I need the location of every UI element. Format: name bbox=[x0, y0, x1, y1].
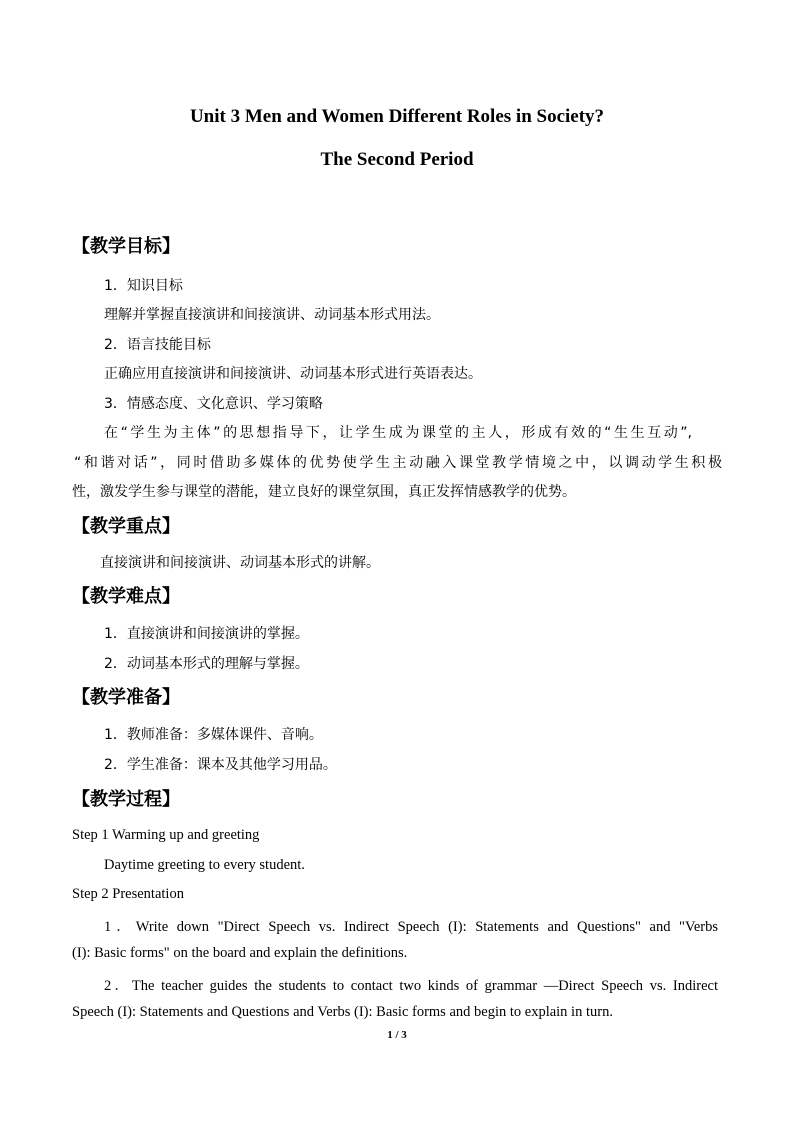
page-number: 1 / 3 bbox=[387, 1029, 407, 1041]
preparation-item-2: 2．学生准备：课本及其他学习用品。 bbox=[104, 757, 337, 773]
document-subtitle: The Second Period bbox=[320, 149, 474, 170]
process-step-2: Step 2 Presentation bbox=[72, 886, 184, 902]
section-heading-preparation: 【教学准备】 bbox=[72, 687, 180, 708]
objective-3-line-2: “和谐对话”，同时借助多媒体的优势使学生主动融入课堂教学情境之中，以调动学生积极 bbox=[74, 455, 722, 471]
section-heading-difficulties: 【教学难点】 bbox=[72, 586, 180, 607]
process-step-1-text: Daytime greeting to every student. bbox=[104, 857, 305, 873]
presentation-point-1-line-1: 1．Write down "Direct Speech vs. Indirect Speech (I): Statements and Questions" and "Verbs bbox=[104, 919, 718, 935]
section-heading-objectives: 【教学目标】 bbox=[72, 236, 180, 257]
preparation-item-1: 1．教师准备：多媒体课件、音响。 bbox=[104, 727, 323, 743]
objective-2-label: 2．语言技能目标 bbox=[104, 337, 211, 353]
objective-3-line-3: 性，激发学生参与课堂的潜能，建立良好的课堂氛围，真正发挥情感教学的优势。 bbox=[72, 484, 576, 500]
process-step-1: Step 1 Warming up and greeting bbox=[72, 827, 260, 843]
key-points-text: 直接演讲和间接演讲、动词基本形式的讲解。 bbox=[100, 555, 380, 571]
objective-3-label: 3．情感态度、文化意识、学习策略 bbox=[104, 396, 323, 412]
presentation-point-1-line-2: (I): Basic forms" on the board and explain the definitions. bbox=[72, 945, 408, 961]
objective-1-label: 1．知识目标 bbox=[104, 278, 183, 294]
objective-2-text: 正确应用直接演讲和间接演讲、动词基本形式进行英语表达。 bbox=[104, 366, 482, 382]
objective-3-line-1: 在“学生为主体”的思想指导下，让学生成为课堂的主人，形成有效的“生生互动”, bbox=[104, 425, 692, 441]
section-heading-process: 【教学过程】 bbox=[72, 789, 180, 810]
document-title: Unit 3 Men and Women Different Roles in Society? bbox=[189, 106, 605, 127]
presentation-point-2-line-1: 2．The teacher guides the students to contact two kinds of grammar —Direct Speech vs. Indirect bbox=[104, 978, 718, 994]
difficulty-item-1: 1．直接演讲和间接演讲的掌握。 bbox=[104, 626, 309, 642]
section-heading-key-points: 【教学重点】 bbox=[72, 516, 180, 537]
presentation-point-2-line-2: Speech (I): Statements and Questions and Verbs (I): Basic forms and begin to explain in turn. bbox=[72, 1004, 613, 1020]
difficulty-item-2: 2．动词基本形式的理解与掌握。 bbox=[104, 656, 309, 672]
objective-1-text: 理解并掌握直接演讲和间接演讲、动词基本形式用法。 bbox=[104, 307, 440, 323]
